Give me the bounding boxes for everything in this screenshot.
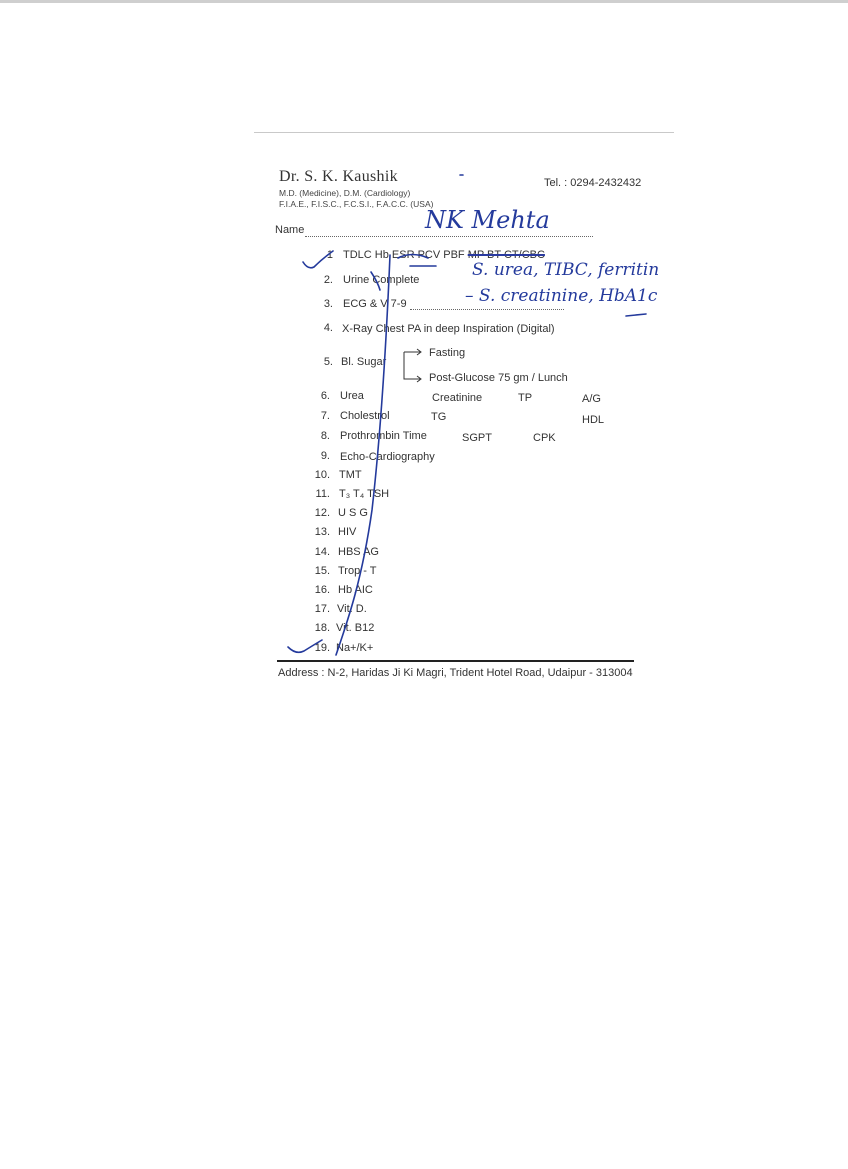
test-item-11: T₃ T₄ TSH bbox=[339, 488, 390, 500]
doctor-name: Dr. S. K. Kaushik bbox=[279, 168, 398, 185]
test-item-19: Na+/K+ bbox=[336, 642, 374, 654]
test-item-8: Prothrombin Time bbox=[340, 430, 427, 442]
test-tg: TG bbox=[431, 411, 447, 423]
test-number: 3. bbox=[323, 298, 333, 310]
handwritten-patient-name: NK Mehta bbox=[425, 206, 550, 234]
test-item-10: TMT bbox=[339, 469, 362, 481]
test-item-5: Bl. Sugar bbox=[341, 356, 387, 368]
test-item-14: HBS AG bbox=[338, 546, 379, 558]
test-number: 7. bbox=[320, 410, 330, 422]
qualifications-line2: F.I.A.E., F.I.S.C., F.C.S.I., F.A.C.C. (USA) bbox=[279, 199, 434, 209]
test-cpk: CPK bbox=[533, 432, 556, 444]
underline-stroke bbox=[398, 255, 428, 259]
test-number: 2. bbox=[323, 274, 333, 286]
test-item-18: Vit. B12 bbox=[336, 622, 375, 634]
name-label: Name bbox=[275, 224, 305, 236]
long-vertical-stroke bbox=[336, 255, 390, 655]
sugar-post-glucose: Post-Glucose 75 gm / Lunch bbox=[429, 372, 568, 384]
test-number: 8. bbox=[320, 430, 330, 442]
test-number: 5. bbox=[323, 356, 333, 368]
test-item-15: Trop - T bbox=[338, 565, 377, 577]
sugar-bracket bbox=[404, 349, 421, 382]
telephone: Tel. : 0294-2432432 bbox=[544, 177, 642, 189]
test-number: 9. bbox=[320, 450, 330, 462]
clinic-address: Address : N-2, Haridas Ji Ki Magri, Trident Hotel Road, Udaipur - 313004 bbox=[278, 667, 633, 679]
test-item-13: HIV bbox=[338, 526, 357, 538]
test-number: 6. bbox=[320, 390, 330, 402]
struck-tests: MP BT CT/CBC bbox=[467, 249, 545, 261]
test-number: 19. bbox=[314, 642, 330, 654]
test-item-7: Cholestrol bbox=[340, 410, 390, 422]
test-item-4: X-Ray Chest PA in deep Inspiration (Digital) bbox=[342, 323, 555, 335]
test-label: TDLC Hb ESR PCV PBF bbox=[343, 249, 465, 261]
test-item-3: ECG & V 7-9 bbox=[343, 298, 407, 310]
test-tp: TP bbox=[518, 392, 533, 404]
test-item-17: Vit. D. bbox=[337, 603, 367, 615]
handwritten-note-line2: – S. creatinine, HbA1c bbox=[465, 286, 658, 306]
test-number: 4. bbox=[323, 322, 333, 334]
test-number: 14. bbox=[314, 546, 330, 558]
test-item-12: U S G bbox=[338, 507, 368, 519]
test-item-9: Echo-Cardiography bbox=[340, 451, 435, 463]
tick-mark-item-19 bbox=[288, 640, 322, 652]
test-number: 18. bbox=[314, 622, 330, 634]
test-creatinine: Creatinine bbox=[432, 392, 483, 404]
curve-stroke bbox=[371, 272, 380, 290]
test-number: 16. bbox=[314, 584, 330, 596]
underline-hba1c bbox=[626, 314, 646, 316]
test-number: 10. bbox=[314, 469, 330, 481]
test-item-2: Urine Complete bbox=[343, 274, 420, 286]
tick-mark-item-1 bbox=[303, 251, 333, 268]
test-sgpt: SGPT bbox=[462, 432, 492, 444]
test-number: 12. bbox=[314, 507, 330, 519]
test-number: 1 bbox=[326, 249, 333, 261]
test-item-16: Hb AIC bbox=[338, 584, 373, 596]
test-number: 15. bbox=[314, 565, 330, 577]
qualifications-line1: M.D. (Medicine), D.M. (Cardiology) bbox=[279, 188, 411, 198]
sugar-fasting: Fasting bbox=[429, 347, 466, 359]
test-number: 17. bbox=[314, 603, 330, 615]
handwritten-note-line1: S. urea, TIBC, ferritin bbox=[472, 260, 660, 280]
test-item-6: Urea bbox=[340, 390, 364, 402]
test-number: 13. bbox=[314, 526, 330, 538]
test-hdl: HDL bbox=[582, 414, 605, 426]
test-ag: A/G bbox=[582, 393, 601, 405]
test-number: 11. bbox=[315, 488, 330, 500]
